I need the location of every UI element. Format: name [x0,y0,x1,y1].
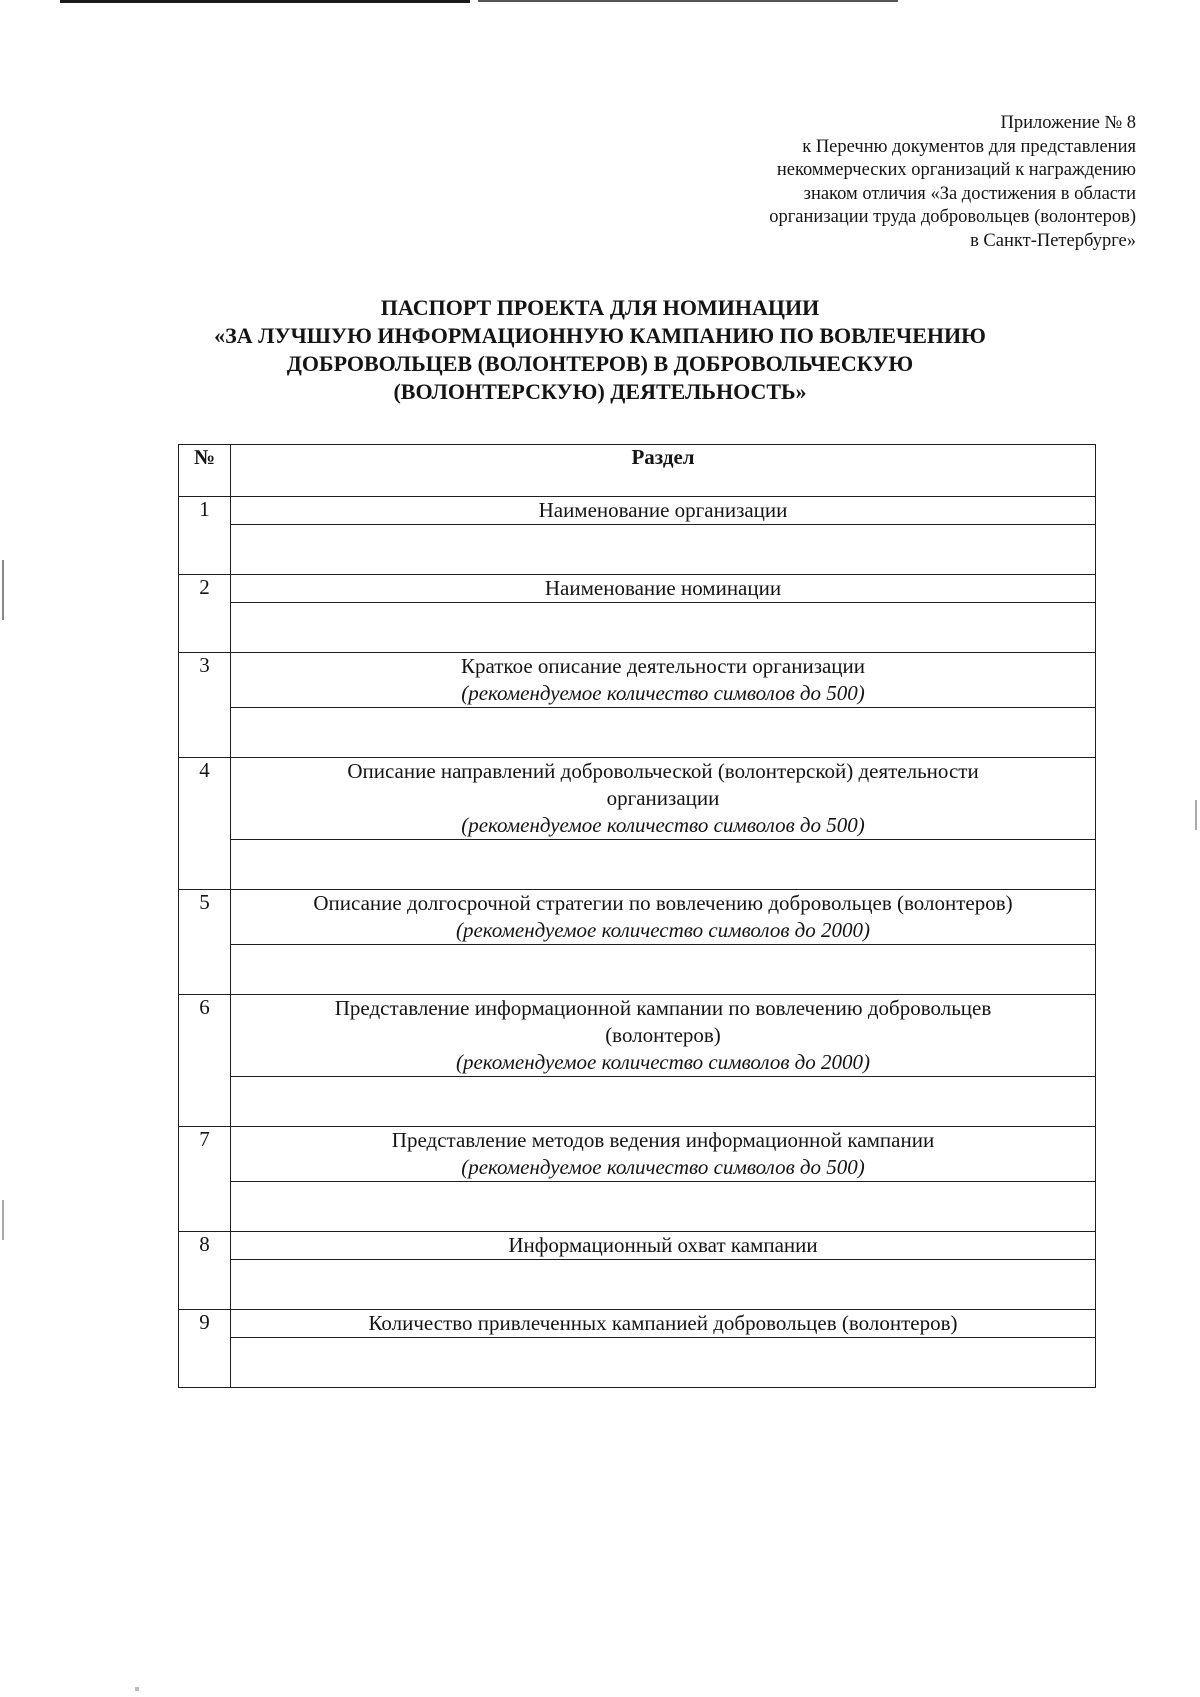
section-title-line: Количество привлеченных кампанией добровольцев (волонтеров) [368,1311,958,1335]
table-body [179,497,1096,1388]
table-header-row [179,445,1096,497]
scan-edge-artifact [1195,800,1197,830]
table-answer-row [179,525,1096,575]
row-number: 6 [179,995,231,1127]
section-title-cell [231,1232,1096,1260]
row-number: 7 [179,1127,231,1232]
scan-edge-artifact [2,1200,4,1240]
scan-border-artifact [478,0,898,2]
section-title-cell [231,653,1096,708]
appendix-line: к Перечню документов для представления [802,136,1136,157]
appendix-line: в Санкт-Петербурге» [970,230,1136,251]
table-answer-row [179,840,1096,890]
section-answer-field[interactable] [231,525,1096,575]
section-title-line: Краткое описание деятельности организации [460,654,866,678]
table-answer-row [179,1077,1096,1127]
appendix-line: организации труда добровольцев (волонтеров) [769,207,1136,227]
table-row [179,1310,1096,1338]
table-answer-row [179,603,1096,653]
section-title-line: Информационный охват кампании [508,1233,818,1257]
section-title-line: Описание долгосрочной стратегии по вовлечению добровольцев (волонтеров) [313,891,1013,915]
section-answer-field[interactable] [231,840,1096,890]
table-answer-row [179,1338,1096,1388]
appendix-line: знаком отличия «За достижения в области [803,183,1136,204]
table-answer-row [179,1182,1096,1232]
row-number: 1 [179,497,231,575]
section-answer-field[interactable] [231,1338,1096,1388]
section-hint: (рекомендуемое количество символов до 2000) [455,1050,871,1074]
section-title-line: организации [606,786,720,810]
row-number: 4 [179,758,231,890]
section-title-line: (волонтеров) [605,1023,721,1047]
title-line: (ВОЛОНТЕРСКУЮ) ДЕЯТЕЛЬНОСТЬ» [393,379,807,404]
section-answer-field[interactable] [231,603,1096,653]
table-row [179,890,1096,945]
appendix-line: Приложение № 8 [1000,113,1136,133]
section-title-line: Представление информационной кампании по вовлечению добровольцев [334,996,992,1020]
section-title-cell [231,758,1096,840]
section-title-cell [231,575,1096,603]
section-title-cell [231,1127,1096,1182]
section-hint: (рекомендуемое количество символов до 500) [461,813,865,837]
row-number: 2 [179,575,231,653]
section-column-header: Раздел [231,445,1096,497]
section-title-line: Наименование организации [538,498,788,522]
section-answer-field[interactable] [231,708,1096,758]
scan-border-artifact [60,0,470,3]
table-row [179,758,1096,840]
passport-table [178,444,1096,1388]
table-answer-row [179,708,1096,758]
section-title-line: Наименование номинации [544,576,782,600]
section-title-cell [231,890,1096,945]
section-title-cell [231,1310,1096,1338]
scan-edge-artifact [2,560,4,620]
section-answer-field[interactable] [231,1077,1096,1127]
title-line: ПАСПОРТ ПРОЕКТА ДЛЯ НОМИНАЦИИ [380,295,820,320]
table-row [179,653,1096,708]
section-hint: (рекомендуемое количество символов до 500) [461,1155,865,1179]
scan-speck [135,1687,139,1691]
row-number: 3 [179,653,231,758]
row-number: 5 [179,890,231,995]
table-row [179,497,1096,525]
section-hint: (рекомендуемое количество символов до 500) [461,681,865,705]
section-answer-field[interactable] [231,1182,1096,1232]
section-title-cell [231,995,1096,1077]
appendix-reference [576,112,1136,253]
title-line: ДОБРОВОЛЬЦЕВ (ВОЛОНТЕРОВ) В ДОБРОВОЛЬЧЕСКУЮ [286,351,914,376]
table-answer-row [179,945,1096,995]
table-row [179,1127,1096,1182]
table-answer-row [179,1260,1096,1310]
appendix-line: некоммерческих организаций к награждению [776,160,1136,180]
row-number: 8 [179,1232,231,1310]
section-answer-field[interactable] [231,945,1096,995]
title-line: «ЗА ЛУЧШУЮ ИНФОРМАЦИОННУЮ КАМПАНИЮ ПО ВОВЛЕЧЕНИЮ [214,323,986,348]
document-title [150,294,1050,406]
section-answer-field[interactable] [231,1260,1096,1310]
row-number: 9 [179,1310,231,1388]
section-title-cell [231,497,1096,525]
table-row [179,995,1096,1077]
section-title-line: Представление методов ведения информационной кампании [391,1128,935,1152]
number-column-header: № [179,445,231,497]
table-row [179,1232,1096,1260]
section-hint: (рекомендуемое количество символов до 2000) [455,918,871,942]
section-title-line: Описание направлений добровольческой (волонтерской) деятельности [347,759,979,783]
table-row [179,575,1096,603]
